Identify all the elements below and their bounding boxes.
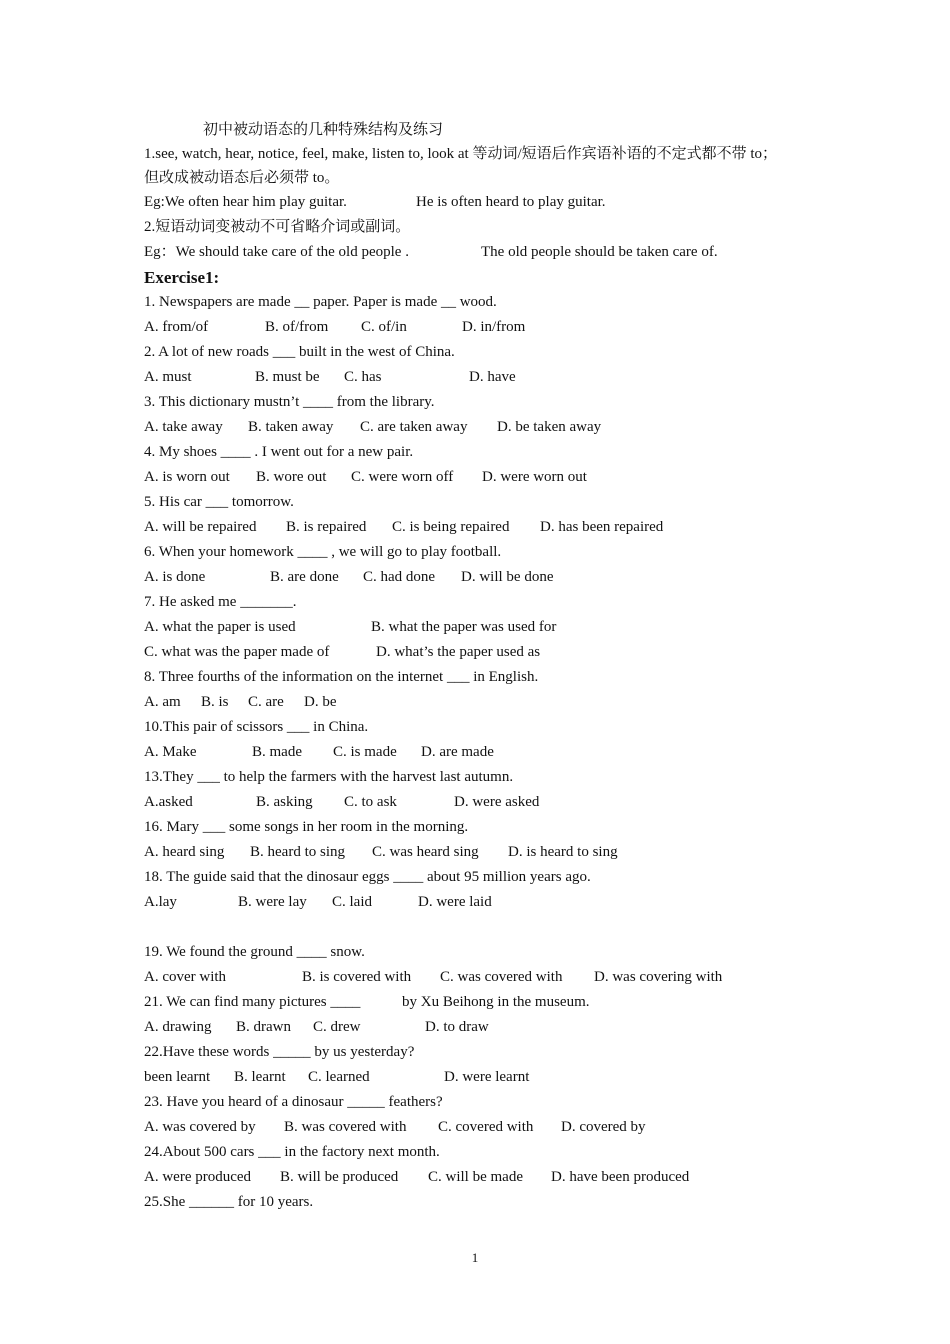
question: 22.Have these words _____ by us yesterday? <box>144 1044 415 1060</box>
option: C. was covered with <box>440 969 563 985</box>
answer-options <box>144 640 864 665</box>
option: A. am <box>144 694 181 710</box>
answer-options <box>144 840 864 865</box>
option: A. from/of <box>144 319 209 335</box>
option: D. were learnt <box>444 1069 530 1085</box>
option: A. take away <box>144 419 223 435</box>
option: C. were worn off <box>351 469 454 485</box>
page-number: 1 <box>471 1250 479 1265</box>
answer-options <box>144 690 864 715</box>
option: B. are done <box>270 569 339 585</box>
example-2-active: Eg：We should take care of the old people . <box>144 244 409 260</box>
option: B. of/from <box>265 319 329 335</box>
question-part: by Xu Beihong in the museum. <box>402 994 590 1010</box>
option: B. taken away <box>248 419 334 435</box>
question: 4. My shoes ____ . I went out for a new pair. <box>144 444 414 460</box>
option: D. was covering with <box>594 969 723 985</box>
option: B. drawn <box>236 1019 291 1035</box>
question: 3. This dictionary mustn’t ____ from the library. <box>144 394 435 410</box>
option: C. is made <box>333 744 397 760</box>
example-2 <box>144 240 864 265</box>
option: B. must be <box>255 369 320 385</box>
answer-options <box>144 615 864 640</box>
option: B. was covered with <box>284 1119 407 1135</box>
option: C. covered with <box>438 1119 534 1135</box>
option: C. what was the paper made of <box>144 644 330 660</box>
answer-options <box>144 965 864 990</box>
option: C. of/in <box>361 319 407 335</box>
rule-1-line-1: 1.see, watch, hear, notice, feel, make, listen to, look at 等动词/短语后作宾语补语的不定式都不带 to； <box>144 146 778 162</box>
option: D. to draw <box>425 1019 489 1035</box>
option: A.asked <box>144 794 193 810</box>
example-1-active: Eg:We often hear him play guitar. <box>144 194 347 210</box>
option: C. has <box>344 369 382 385</box>
option: A. what the paper is used <box>144 619 296 635</box>
blank-line <box>144 915 864 940</box>
question: 2. A lot of new roads ___ built in the west of China. <box>144 344 455 360</box>
question: 23. Have you heard of a dinosaur _____ feathers? <box>144 1094 443 1110</box>
option: A. Make <box>144 744 197 760</box>
answer-options <box>144 515 864 540</box>
rule-1-line-2: 但改成被动语态后必须带 to。 <box>144 170 340 186</box>
option: A. must <box>144 369 192 385</box>
option: C. will be made <box>428 1169 523 1185</box>
option: D. what’s the paper used as <box>376 644 541 660</box>
option: B. asking <box>256 794 313 810</box>
option: D. covered by <box>561 1119 646 1135</box>
answer-options <box>144 1165 864 1190</box>
answer-options <box>144 740 864 765</box>
document-body <box>144 142 864 1215</box>
option: A.lay <box>144 894 177 910</box>
question: 7. He asked me _______. <box>144 594 297 610</box>
option: A. were produced <box>144 1169 252 1185</box>
option: been learnt <box>144 1069 211 1085</box>
answer-options <box>144 1015 864 1040</box>
option: B. were lay <box>238 894 307 910</box>
question: 10.This pair of scissors ___ in China. <box>144 719 369 735</box>
option: B. will be produced <box>280 1169 399 1185</box>
option: D. have been produced <box>551 1169 690 1185</box>
option: D. have <box>469 369 516 385</box>
option: D. will be done <box>461 569 554 585</box>
option: A. will be repaired <box>144 519 257 535</box>
option: D. are made <box>421 744 494 760</box>
answer-options <box>144 415 864 440</box>
question: 6. When your homework ____ , we will go to play football. <box>144 544 502 560</box>
option: D. were laid <box>418 894 492 910</box>
option: D. were worn out <box>482 469 587 485</box>
example-2-passive: The old people should be taken care of. <box>481 244 718 260</box>
question: 16. Mary ___ some songs in her room in the morning. <box>144 819 469 835</box>
option: C. drew <box>313 1019 361 1035</box>
answer-options <box>144 890 864 915</box>
option: A. is worn out <box>144 469 230 485</box>
question: 18. The guide said that the dinosaur eggs ____ about 95 million years ago. <box>144 869 591 885</box>
answer-options <box>144 365 864 390</box>
question: 19. We found the ground ____ snow. <box>144 944 365 960</box>
option: A. was covered by <box>144 1119 256 1135</box>
option: C. are taken away <box>360 419 468 435</box>
option: C. to ask <box>344 794 397 810</box>
option: D. be <box>304 694 337 710</box>
question: 25.She ______ for 10 years. <box>144 1194 314 1210</box>
option: C. had done <box>363 569 436 585</box>
option: A. heard sing <box>144 844 225 860</box>
example-1 <box>144 190 864 215</box>
rule-2: 2.短语动词变被动不可省略介词或副词。 <box>144 219 411 235</box>
option: A. drawing <box>144 1019 212 1035</box>
option: B. is covered with <box>302 969 412 985</box>
answer-options <box>144 315 864 340</box>
answer-options <box>144 1065 864 1090</box>
question <box>144 990 864 1015</box>
answer-options <box>144 465 864 490</box>
option: C. laid <box>332 894 372 910</box>
document-title: 初中被动语态的几种特殊结构及练习 <box>203 122 444 138</box>
option: A. cover with <box>144 969 227 985</box>
option: C. are <box>248 694 284 710</box>
option: B. made <box>252 744 302 760</box>
answer-options <box>144 790 864 815</box>
option: D. is heard to sing <box>508 844 618 860</box>
option: D. be taken away <box>497 419 602 435</box>
question: 24.About 500 cars ___ in the factory next month. <box>144 1144 440 1160</box>
question: 5. His car ___ tomorrow. <box>144 494 294 510</box>
exercise-heading: Exercise1: <box>144 268 220 287</box>
question: 8. Three fourths of the information on the internet ___ in English. <box>144 669 539 685</box>
option: D. were asked <box>454 794 540 810</box>
question: 13.They ___ to help the farmers with the harvest last autumn. <box>144 769 514 785</box>
option: D. in/from <box>462 319 526 335</box>
option: C. is being repaired <box>392 519 510 535</box>
question-part: 21. We can find many pictures ____ <box>144 994 361 1010</box>
option: C. was heard sing <box>372 844 479 860</box>
option: D. has been repaired <box>540 519 664 535</box>
option: B. wore out <box>256 469 327 485</box>
option: B. what the paper was used for <box>371 619 557 635</box>
option: A. is done <box>144 569 206 585</box>
option: B. learnt <box>234 1069 286 1085</box>
option: C. learned <box>308 1069 370 1085</box>
question: 1. Newspapers are made __ paper. Paper is made __ wood. <box>144 294 497 310</box>
example-1-passive: He is often heard to play guitar. <box>416 194 606 210</box>
answer-options <box>144 565 864 590</box>
option: B. heard to sing <box>250 844 345 860</box>
option: B. is <box>201 694 229 710</box>
option: B. is repaired <box>286 519 367 535</box>
answer-options <box>144 1115 864 1140</box>
